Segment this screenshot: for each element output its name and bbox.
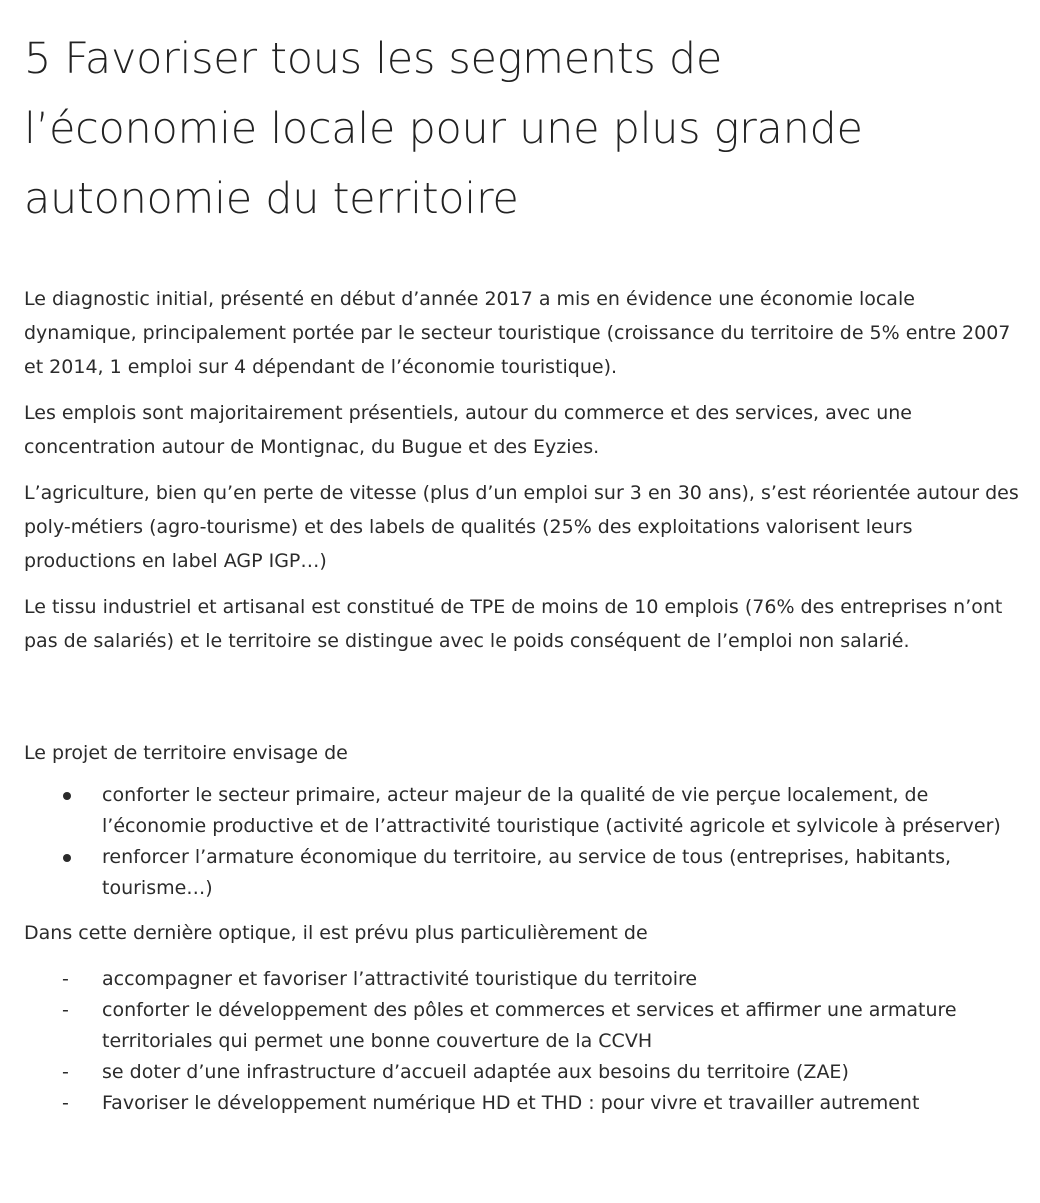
optique-intro: Dans cette dernière optique, il est prévu plus particulièrement de xyxy=(24,922,648,944)
list-item-text: se doter d’une infrastructure d’accueil adaptée aux besoins du territoire (ZAE) xyxy=(102,1061,849,1083)
paragraph-agriculture: L’agriculture, bien qu’en perte de vitesse (plus d’un emploi sur 3 en 30 ans), s’est réorientée autour des poly-métiers (agro-tourisme) et des labels de qualités (25% des exploitations valorisent leurs productions en label AGP IGP…) xyxy=(24,482,1019,572)
title-line: l’économie locale pour une plus grande xyxy=(24,104,863,154)
list-item xyxy=(24,964,1024,995)
dash-icon: - xyxy=(62,968,69,990)
projet-bullet-list xyxy=(24,780,1024,904)
list-item-text: conforter le développement des pôles et commerces et services et affirmer une armature territoriales qui permet une bonne couverture de la CCVH xyxy=(102,999,957,1052)
paragraph-tissu-industriel: Le tissu industriel et artisanal est constitué de TPE de moins de 10 emplois (76% des entreprises n’ont pas de salariés) et le territoire se distingue avec le poids conséquent de l’emploi non salarié. xyxy=(24,596,1003,652)
bullet-icon xyxy=(63,792,71,800)
dash-icon: - xyxy=(62,999,69,1021)
list-item-text: renforcer l’armature économique du territoire, au service de tous (entreprises, habitants, tourisme…) xyxy=(102,846,952,899)
bullet-icon xyxy=(63,854,71,862)
list-item-text: conforter le secteur primaire, acteur majeur de la qualité de vie perçue localement, de l’économie productive et de l’attractivité touristique (activité agricole et sylvicole à préserver) xyxy=(102,784,1001,837)
title-line: 5 Favoriser tous les segments de xyxy=(24,34,723,84)
list-item xyxy=(24,1057,1024,1088)
dash-icon: - xyxy=(62,1092,69,1114)
paragraph-emplois: Les emplois sont majoritairement présentiels, autour du commerce et des services, avec une concentration autour de Montignac, du Bugue et des Eyzies. xyxy=(24,402,912,458)
document-page xyxy=(24,24,1024,1119)
optique-dash-list xyxy=(24,964,1024,1119)
list-item xyxy=(24,1088,1024,1119)
projet-intro: Le projet de territoire envisage de xyxy=(24,742,348,764)
paragraph-diagnostic: Le diagnostic initial, présenté en début d’année 2017 a mis en évidence une économie locale dynamique, principalement portée par le secteur touristique (croissance du territoire de 5% entre 2007 et 2014, 1 emploi sur 4 dépendant de l’économie touristique). xyxy=(24,288,1011,378)
list-item-text: Favoriser le développement numérique HD et THD : pour vivre et travailler autrement xyxy=(102,1092,920,1114)
title-line: autonomie du territoire xyxy=(24,174,519,224)
list-item xyxy=(24,995,1024,1057)
dash-icon: - xyxy=(62,1061,69,1083)
list-item-text: accompagner et favoriser l’attractivité touristique du territoire xyxy=(102,968,698,990)
list-item xyxy=(24,780,1024,842)
list-item xyxy=(24,842,1024,904)
section-title xyxy=(24,24,1024,234)
